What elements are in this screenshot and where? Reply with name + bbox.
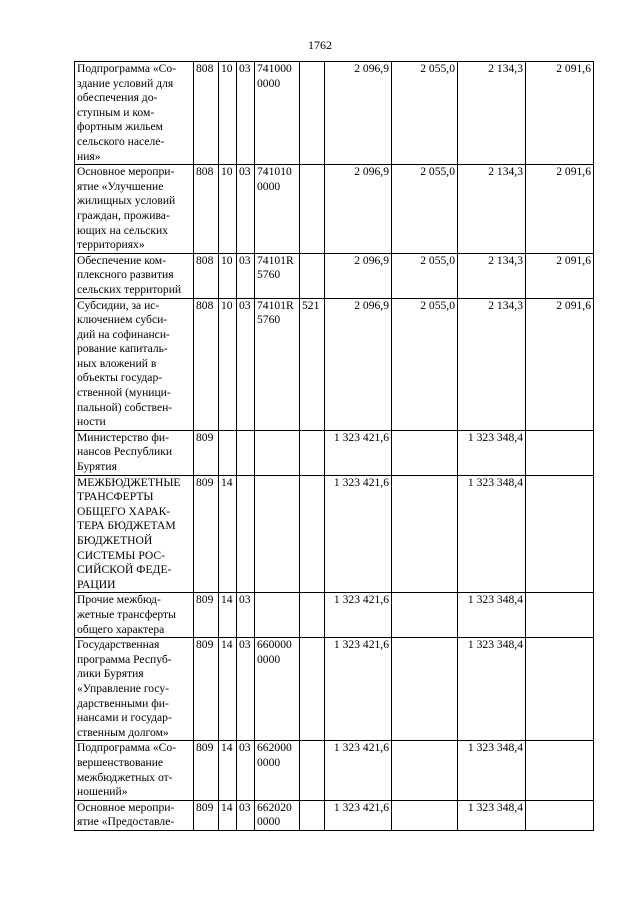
csr-line: 0000 xyxy=(257,652,281,666)
table-row xyxy=(75,298,594,430)
item-name-line: Основное меропри- xyxy=(77,165,175,179)
item-name-line: вершенствование xyxy=(77,755,164,769)
csr-line: 74101R xyxy=(257,298,294,312)
gr-cell: 808 xyxy=(194,298,219,430)
pr-cell xyxy=(237,430,255,475)
amount-v4-cell: 2 091,6 xyxy=(526,165,594,254)
amount-v4-cell xyxy=(526,430,594,475)
csr-cell xyxy=(255,430,300,475)
amount-v1-cell: 1 323 421,6 xyxy=(325,593,392,638)
amount-v2-cell: 2 055,0 xyxy=(392,253,458,298)
item-name-cell xyxy=(75,593,194,638)
amount-v1-cell: 1 323 421,6 xyxy=(325,638,392,741)
rz-cell: 10 xyxy=(219,298,237,430)
amount-v2-cell: 2 055,0 xyxy=(392,298,458,430)
item-name-line: общего характера xyxy=(77,622,165,636)
table-row xyxy=(75,165,594,254)
item-name-line: ТРАНСФЕРТЫ xyxy=(77,490,154,504)
item-name-line: рование капиталь- xyxy=(77,342,168,356)
csr-line: 0000 xyxy=(257,755,281,769)
amount-v4-cell: 2 091,6 xyxy=(526,62,594,165)
item-name-line: ступным и ком- xyxy=(77,105,155,119)
page-number: 1762 xyxy=(308,38,332,52)
vr-cell xyxy=(300,741,325,800)
amount-v2-cell: 2 055,0 xyxy=(392,62,458,165)
csr-line: 741000 xyxy=(257,62,292,75)
csr-cell xyxy=(255,593,300,638)
item-name-line: здание условий для xyxy=(77,76,174,90)
csr-line: 0000 xyxy=(257,179,281,193)
item-name-cell xyxy=(75,298,194,430)
vr-cell xyxy=(300,638,325,741)
budget-table xyxy=(74,61,594,831)
pr-cell: 03 xyxy=(237,800,255,830)
table-row xyxy=(75,62,594,165)
amount-v1-cell: 2 096,9 xyxy=(325,298,392,430)
pr-cell: 03 xyxy=(237,253,255,298)
csr-cell xyxy=(255,475,300,593)
pr-cell: 03 xyxy=(237,62,255,165)
amount-v3-cell: 1 323 348,4 xyxy=(458,741,526,800)
rz-cell: 14 xyxy=(219,800,237,830)
amount-v2-cell xyxy=(392,638,458,741)
item-name-line: сельского населе- xyxy=(77,134,165,148)
item-name-cell xyxy=(75,253,194,298)
amount-v2-cell xyxy=(392,800,458,830)
csr-line: 0000 xyxy=(257,76,281,90)
amount-v2-cell xyxy=(392,475,458,593)
amount-v3-cell: 1 323 348,4 xyxy=(458,593,526,638)
item-name-line: ющих на сельских xyxy=(77,223,169,237)
item-name-line: ношений» xyxy=(77,785,128,799)
pr-cell: 03 xyxy=(237,638,255,741)
amount-v3-cell: 1 323 348,4 xyxy=(458,430,526,475)
item-name-line: сельских территорий xyxy=(77,282,182,296)
rz-cell: 14 xyxy=(219,475,237,593)
pr-cell: 03 xyxy=(237,165,255,254)
gr-cell: 808 xyxy=(194,62,219,165)
item-name-line: дарственными фи- xyxy=(77,696,169,710)
item-name-line: ятие «Предоставле- xyxy=(77,815,175,829)
pr-cell: 03 xyxy=(237,741,255,800)
item-name-line: ОБЩЕГО ХАРАК- xyxy=(77,504,171,518)
csr-cell xyxy=(255,165,300,254)
item-name-cell xyxy=(75,475,194,593)
vr-cell xyxy=(300,165,325,254)
item-name-line: Подпрограмма «Со- xyxy=(77,62,177,75)
amount-v4-cell xyxy=(526,638,594,741)
vr-cell xyxy=(300,62,325,165)
gr-cell: 809 xyxy=(194,638,219,741)
table-row xyxy=(75,638,594,741)
csr-line: 662000 xyxy=(257,741,292,755)
item-name-line: нансов Республики xyxy=(77,445,173,459)
item-name-cell xyxy=(75,165,194,254)
table-row xyxy=(75,741,594,800)
csr-cell xyxy=(255,298,300,430)
gr-cell: 809 xyxy=(194,741,219,800)
item-name-line: нансами и государ- xyxy=(77,711,172,725)
amount-v2-cell xyxy=(392,741,458,800)
item-name-line: лики Бурятия xyxy=(77,667,144,681)
pr-cell: 03 xyxy=(237,593,255,638)
rz-cell: 10 xyxy=(219,62,237,165)
vr-cell xyxy=(300,800,325,830)
table-row xyxy=(75,475,594,593)
rz-cell xyxy=(219,430,237,475)
item-name-line: РАЦИИ xyxy=(77,577,116,591)
amount-v3-cell: 2 134,3 xyxy=(458,165,526,254)
vr-cell xyxy=(300,475,325,593)
gr-cell: 808 xyxy=(194,165,219,254)
item-name-line: Бурятия xyxy=(77,460,117,474)
item-name-line: ственной (муници- xyxy=(77,386,171,400)
gr-cell: 809 xyxy=(194,800,219,830)
table-row xyxy=(75,593,594,638)
item-name-cell xyxy=(75,430,194,475)
gr-cell: 809 xyxy=(194,475,219,593)
csr-cell xyxy=(255,253,300,298)
item-name-line: межбюджетных от- xyxy=(77,770,173,784)
item-name-line: пальной) собствен- xyxy=(77,400,173,414)
item-name-line: ственным долгом» xyxy=(77,725,169,739)
pr-cell xyxy=(237,475,255,593)
item-name-line: Субсидии, за ис- xyxy=(77,298,160,312)
amount-v1-cell: 1 323 421,6 xyxy=(325,800,392,830)
item-name-cell xyxy=(75,800,194,830)
item-name-line: Основное меропри- xyxy=(77,800,175,814)
amount-v4-cell: 2 091,6 xyxy=(526,298,594,430)
csr-line: 741010 xyxy=(257,165,292,179)
amount-v3-cell: 1 323 348,4 xyxy=(458,800,526,830)
amount-v2-cell xyxy=(392,430,458,475)
item-name-line: ятие «Улучшение xyxy=(77,179,164,193)
item-name-line: Министерство фи- xyxy=(77,430,169,444)
item-name-line: плексного развития xyxy=(77,268,174,282)
item-name-line: «Управление госу- xyxy=(77,681,170,695)
item-name-line: территориях» xyxy=(77,238,145,252)
vr-cell: 521 xyxy=(300,298,325,430)
table-row xyxy=(75,430,594,475)
amount-v4-cell xyxy=(526,741,594,800)
item-name-line: СИСТЕМЫ РОС- xyxy=(77,548,166,562)
item-name-line: ности xyxy=(77,415,106,429)
amount-v3-cell: 1 323 348,4 xyxy=(458,475,526,593)
rz-cell: 10 xyxy=(219,253,237,298)
rz-cell: 14 xyxy=(219,638,237,741)
amount-v1-cell: 1 323 421,6 xyxy=(325,741,392,800)
csr-cell xyxy=(255,638,300,741)
amount-v1-cell: 2 096,9 xyxy=(325,253,392,298)
item-name-line: программа Респуб- xyxy=(77,652,172,666)
csr-cell xyxy=(255,741,300,800)
item-name-line: объекты государ- xyxy=(77,371,163,385)
amount-v4-cell xyxy=(526,593,594,638)
csr-cell xyxy=(255,62,300,165)
amount-v1-cell: 2 096,9 xyxy=(325,62,392,165)
csr-cell xyxy=(255,800,300,830)
rz-cell: 14 xyxy=(219,741,237,800)
item-name-line: БЮДЖЕТНОЙ xyxy=(77,534,153,547)
amount-v2-cell xyxy=(392,593,458,638)
amount-v1-cell: 1 323 421,6 xyxy=(325,430,392,475)
item-name-line: жилищных условий xyxy=(77,194,176,208)
gr-cell: 809 xyxy=(194,430,219,475)
amount-v4-cell xyxy=(526,800,594,830)
table-row xyxy=(75,253,594,298)
pr-cell: 03 xyxy=(237,298,255,430)
gr-cell: 808 xyxy=(194,253,219,298)
item-name-line: обеспечения до- xyxy=(77,91,158,105)
rz-cell: 14 xyxy=(219,593,237,638)
amount-v3-cell: 2 134,3 xyxy=(458,62,526,165)
rz-cell: 10 xyxy=(219,165,237,254)
amount-v1-cell: 2 096,9 xyxy=(325,165,392,254)
item-name-line: ния» xyxy=(77,149,101,163)
item-name-line: Обеспечение ком- xyxy=(77,253,167,267)
csr-line: 5760 xyxy=(257,268,281,282)
vr-cell xyxy=(300,593,325,638)
item-name-cell xyxy=(75,741,194,800)
item-name-cell xyxy=(75,638,194,741)
item-name-line: МЕЖБЮДЖЕТНЫЕ xyxy=(77,475,181,489)
vr-cell xyxy=(300,430,325,475)
amount-v1-cell: 1 323 421,6 xyxy=(325,475,392,593)
item-name-line: ТЕРА БЮДЖЕТАМ xyxy=(77,519,176,533)
amount-v4-cell xyxy=(526,475,594,593)
gr-cell: 809 xyxy=(194,593,219,638)
amount-v3-cell: 1 323 348,4 xyxy=(458,638,526,741)
item-name-line: дий на софинанси- xyxy=(77,327,170,341)
item-name-line: Государственная xyxy=(77,638,160,652)
csr-line: 660000 xyxy=(257,638,292,652)
item-name-line: СИЙСКОЙ ФЕДЕ- xyxy=(77,563,172,577)
amount-v2-cell: 2 055,0 xyxy=(392,165,458,254)
item-name-line: Прочие межбюд- xyxy=(77,593,161,607)
amount-v3-cell: 2 134,3 xyxy=(458,298,526,430)
csr-line: 74101R xyxy=(257,253,294,267)
item-name-line: Подпрограмма «Со- xyxy=(77,741,177,755)
table-row xyxy=(75,800,594,830)
csr-line: 5760 xyxy=(257,313,281,327)
item-name-line: ключением субси- xyxy=(77,313,168,327)
item-name-line: ных вложений в xyxy=(77,356,157,370)
vr-cell xyxy=(300,253,325,298)
item-name-line: граждан, прожива- xyxy=(77,208,170,222)
csr-line: 662020 xyxy=(257,800,292,814)
amount-v3-cell: 2 134,3 xyxy=(458,253,526,298)
csr-line: 0000 xyxy=(257,815,281,829)
item-name-line: фортным жильем xyxy=(77,120,164,134)
amount-v4-cell: 2 091,6 xyxy=(526,253,594,298)
item-name-cell xyxy=(75,62,194,165)
item-name-line: жетные трансферты xyxy=(77,607,176,621)
